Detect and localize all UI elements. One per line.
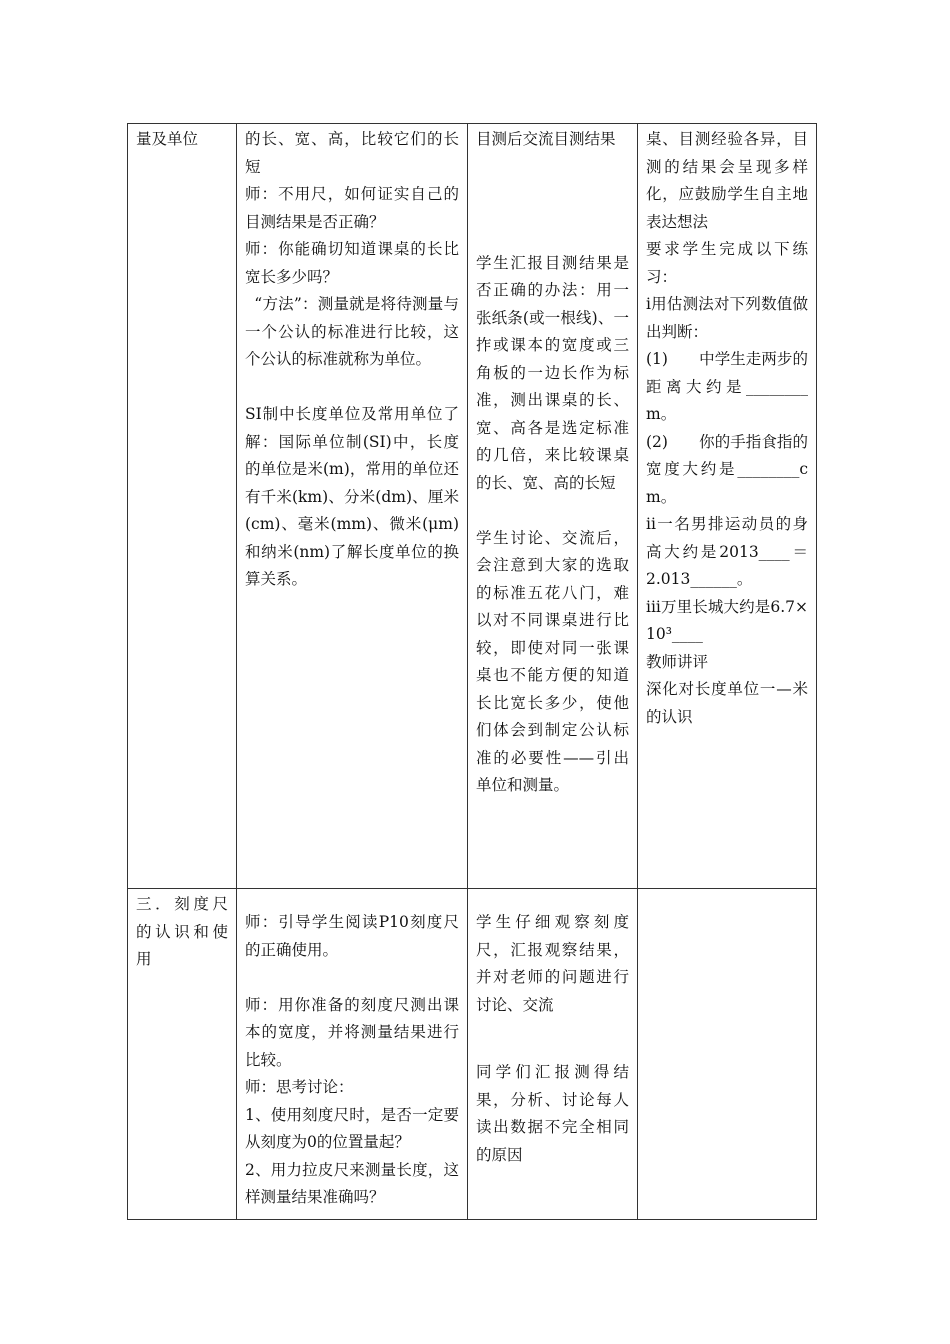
teacher-activity-cell: [237, 889, 468, 1220]
paragraph: 学生讨论、交流后，会注意到大家的选取的标准五花八门，难以对不同课桌进行比较，即使对同一张课桌也不能方便的知道长比宽长多少，使他们体会到制定公认标准的必要性——引出单位和测量。: [476, 528, 629, 794]
paragraph: 要求学生完成以下练习：: [646, 240, 808, 286]
paragraph: 学生仔细观察刻度尺，汇报观察结果，并对老师的问题进行讨论、交流: [476, 913, 629, 1014]
student-activity-cell: [468, 889, 638, 1220]
paragraph: 师：用你准备的刻度尺测出课本的宽度，并将测量结果进行比较。: [245, 995, 459, 1069]
paragraph: 1、使用刻度尺时，是否一定要从刻度为0的位置量起？: [245, 1105, 459, 1151]
section-cell: [128, 889, 237, 1220]
exercise-item: (2) 你的手指食指的宽度大约是________cm。: [646, 432, 808, 506]
spacer: [245, 374, 459, 402]
exercise-item: iii万里长城大约是6.7×10³____: [646, 597, 808, 643]
paragraph: 学生汇报目测结果是否正确的办法：用一张纸条(或一根线)、一拃或课本的宽度或三角板的一边长作为标准，测出课桌的长、宽、高各是选定标准的几倍，来比较课桌的长、宽、高的长短: [476, 253, 629, 492]
design-intent-cell: [638, 889, 817, 1220]
table-row: [128, 124, 817, 889]
paragraph: 师：思考讨论：: [245, 1078, 354, 1096]
paragraph: 同学们汇报测得结果，分析、讨论每人读出数据不完全相同的原因: [476, 1063, 629, 1164]
section-title: 量及单位: [136, 130, 199, 148]
paragraph: 目测后交流目测结果: [476, 130, 616, 148]
exercise-item: ii一名男排运动员的身高大约是2013____＝2.013______。: [646, 515, 808, 588]
lesson-plan-table: [127, 123, 817, 1220]
paragraph: SI制中长度单位及常用单位了解：国际单位制(SI)中，长度的单位是米(m)，常用的单位还有千米(km)、分米(dm)、厘米(cm)、毫米(mm)、微米(μm)和纳米(nm)了解长度单位的换算关系。: [245, 405, 459, 588]
teacher-activity-cell: [237, 124, 468, 889]
student-activity-cell: [468, 124, 638, 889]
spacer: [245, 891, 459, 909]
exercise-item: i用估测法对下列数值做出判断：: [646, 295, 808, 341]
exercise-item: (1) 中学生走两步的距离大约是________m。: [646, 350, 808, 423]
spacer: [476, 891, 629, 909]
design-intent-cell: [638, 124, 817, 889]
paragraph: 师：你能确切知道课桌的长比宽长多少吗？: [245, 240, 459, 286]
spacer: [476, 1019, 629, 1059]
paragraph: 师：引导学生阅读P10刻度尺的正确使用。: [245, 913, 459, 959]
spacer: [476, 154, 629, 250]
section-title: 三．刻度尺的认识和使用: [136, 895, 228, 968]
paragraph: 教师讲评: [646, 652, 709, 671]
section-cell: [128, 124, 237, 889]
paragraph: 2、用力拉皮尺来测量长度，这样测量结果准确吗？: [245, 1160, 459, 1206]
spacer: [245, 964, 459, 992]
table-row: [128, 889, 817, 1220]
paragraph: 的长、宽、高，比较它们的长短: [245, 130, 459, 176]
paragraph: 深化对长度单位一—米的认识: [646, 680, 808, 726]
paragraph: 师：不用尺，如何证实自己的目测结果是否正确？: [245, 185, 459, 231]
paragraph: “方法”：测量就是将待测量与一个公认的标准进行比较，这个公认的标准就称为单位。: [245, 295, 459, 368]
paragraph: 桌、目测经验各异，目测的结果会呈现多样化，应鼓励学生自主地表达想法: [646, 130, 808, 231]
spacer: [476, 497, 629, 525]
